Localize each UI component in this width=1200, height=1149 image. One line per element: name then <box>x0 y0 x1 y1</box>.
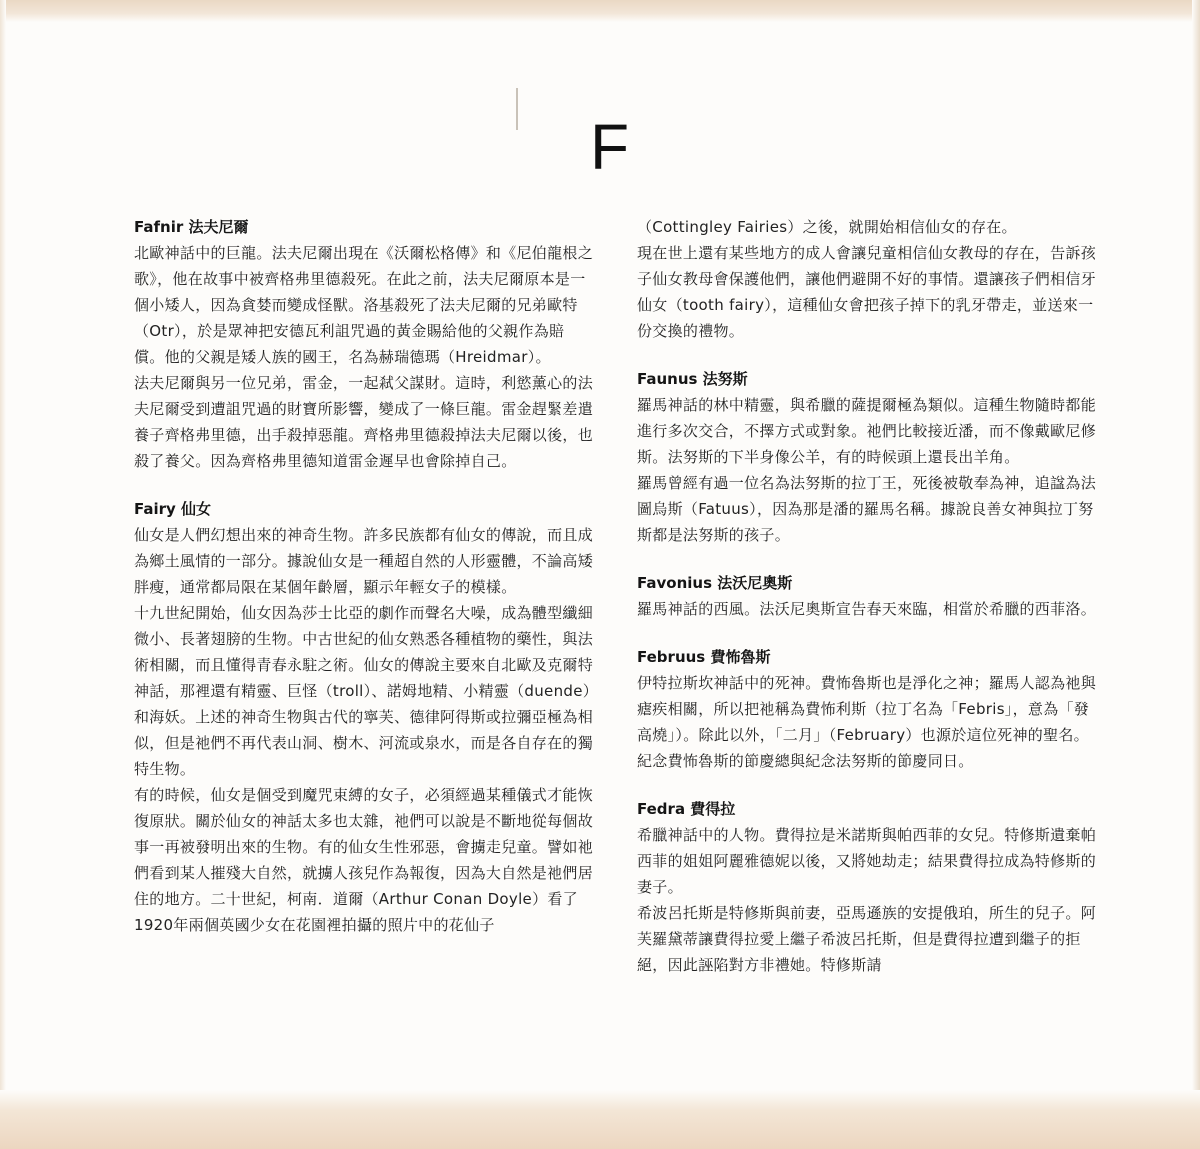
left-edge <box>0 0 6 1149</box>
entry-februus <box>637 644 1097 774</box>
entry-faunus <box>637 366 1097 548</box>
section-letter: F <box>590 111 630 183</box>
entry-term: Faunus 法努斯 <box>637 370 748 388</box>
entry-term: Fafnir 法夫尼爾 <box>134 218 249 236</box>
entry-fedra <box>637 796 1097 978</box>
entry-paragraph: 十九世紀開始，仙女因為莎士比亞的劇作而聲名大噪，成為體型纖細微小、長著翅膀的生物。中古世紀的仙女熟悉各種植物的藥性，與法術相關，而且懂得青春永駐之術。仙女的傳說主要來自北歐及克爾特神話，那裡還有精靈、巨怪（troll）、諾姆地精、小精靈（duende）和海妖。上述的神奇生物與古代的寧芙、德律阿得斯或拉彌亞極為相似，但是祂們不再代表山洞、樹木、河流或泉水，而是各自存在的獨特生物。 <box>134 604 594 778</box>
entry-paragraph: 羅馬曾經有過一位名為法努斯的拉丁王，死後被敬奉為神，追諡為法圖烏斯（Fatuus），因為那是潘的羅馬名稱。據說良善女神與拉丁努斯都是法努斯的孩子。 <box>637 474 1097 544</box>
entry-term: Februus 費怖魯斯 <box>637 648 771 666</box>
right-edge <box>1192 0 1200 1149</box>
entry-fairy <box>134 496 594 938</box>
entry-paragraph: 伊特拉斯坎神話中的死神。費怖魯斯也是淨化之神；羅馬人認為祂與瘧疾相關，所以把祂稱為費怖利斯（拉丁名為「Febris」，意為「發高燒」）。除此以外，「二月」（February）也源於這位死神的聖名。紀念費怖魯斯的節慶總與紀念法努斯的節慶同日。 <box>637 674 1097 770</box>
entry-paragraph: 現在世上還有某些地方的成人會讓兒童相信仙女教母的存在，告訴孩子仙女教母會保護他們，讓他們避開不好的事情。還讓孩子們相信牙仙女（tooth fairy），這種仙女會把孩子掉下的乳牙帶走，並送來一份交換的禮物。 <box>637 244 1097 340</box>
entry-paragraph: 北歐神話中的巨龍。法夫尼爾出現在《沃爾松格傳》和《尼伯龍根之歌》，他在故事中被齊格弗里德殺死。在此之前，法夫尼爾原本是一個小矮人，因為貪婪而變成怪獸。洛基殺死了法夫尼爾的兄弟歐特（Otr），於是眾神把安德瓦利詛咒過的黃金賜給他的父親作為賠償。他的父親是矮人族的國王，名為赫瑞德瑪（Hreidmar）。 <box>134 244 594 366</box>
left-column <box>134 214 594 938</box>
fold-mark <box>516 88 518 130</box>
entry-paragraph: 希波呂托斯是特修斯與前妻，亞馬遜族的安提俄珀，所生的兒子。阿芙羅黛蒂讓費得拉愛上繼子希波呂托斯，但是費得拉遭到繼子的拒絕，因此誣陷對方非禮她。特修斯請 <box>637 904 1097 974</box>
entry-paragraph: 希臘神話中的人物。費得拉是米諾斯與帕西菲的女兒。特修斯遺棄帕西菲的姐姐阿麗雅德妮以後，又將她劫走；結果費得拉成為特修斯的妻子。 <box>637 826 1097 896</box>
entry-paragraph: 仙女是人們幻想出來的神奇生物。許多民族都有仙女的傳說，而且成為鄉土風情的一部分。據說仙女是一種超自然的人形靈體，不論高矮胖瘦，通常都局限在某個年齡層，顯示年輕女子的模樣。 <box>134 526 594 596</box>
right-column <box>637 214 1097 978</box>
entry-fafnir <box>134 214 594 474</box>
entry-paragraph: （Cottingley Fairies）之後，就開始相信仙女的存在。 <box>637 218 1017 236</box>
entry-paragraph: 羅馬神話的西風。法沃尼奧斯宣告春天來臨，相當於希臘的西菲洛。 <box>637 600 1097 618</box>
bottom-edge <box>0 1090 1200 1149</box>
entry-paragraph: 羅馬神話的林中精靈，與希臘的薩提爾極為類似。這種生物隨時都能進行多次交合，不擇方式或對象。祂們比較接近潘，而不像戴歐尼修斯。法努斯的下半身像公羊，有的時候頭上還長出羊角。 <box>637 396 1097 466</box>
entry-term: Fairy 仙女 <box>134 500 212 518</box>
entry-term: Favonius 法沃尼奧斯 <box>637 574 793 592</box>
entry-favonius <box>637 570 1097 622</box>
entry-term: Fedra 費得拉 <box>637 800 736 818</box>
entry-paragraph: 有的時候，仙女是個受到魔咒束縛的女子，必須經過某種儀式才能恢復原狀。關於仙女的神話太多也太雜，祂們可以說是不斷地從每個故事一再被發明出來的生物。有的仙女生性邪惡，會擄走兒童。譬如祂們看到某人摧殘大自然，就擄人孩兒作為報復，因為大自然是祂們居住的地方。二十世紀，柯南．道爾（Arthur Conan Doyle）看了1920年兩個英國少女在花園裡拍攝的照片中的花仙子 <box>134 786 594 934</box>
entry-paragraph: 法夫尼爾與另一位兄弟，雷金，一起弒父謀財。這時，利慾薰心的法夫尼爾受到遭詛咒過的財寶所影響，變成了一條巨龍。雷金趕緊差遣養子齊格弗里德，出手殺掉惡龍。齊格弗里德殺掉法夫尼爾以後，也殺了養父。因為齊格弗里德知道雷金遲早也會除掉自己。 <box>134 374 594 470</box>
entry-fairy-continued <box>637 214 1097 344</box>
top-edge <box>0 0 1200 22</box>
